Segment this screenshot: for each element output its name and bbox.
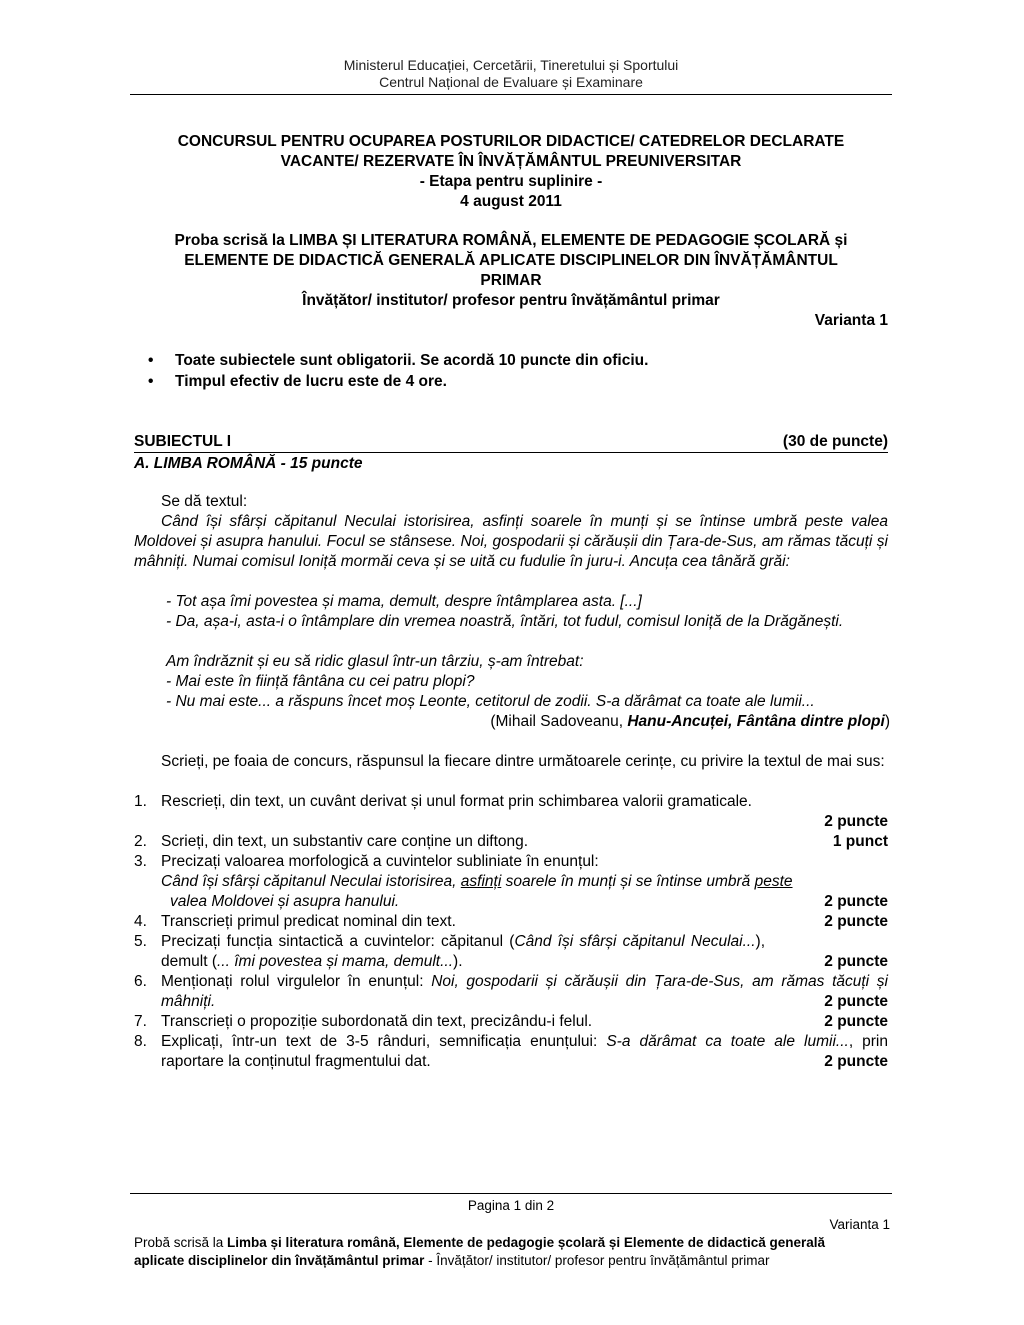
question-8: 8. Explicați, într-un text de 3-5 rânduri, semnificația enunțului: S-a dărâmat ca toate ale lumii..., prin raportare la conținutul fragmentului dat. 2 puncte	[134, 1033, 888, 1070]
subject-heading	[134, 433, 888, 453]
passage-paragraph-5: - Mai este în ființă fântâna cu cei patru plopi?	[166, 673, 475, 690]
question-4: 4. Transcrieți primul predicat nominal din text. 2 puncte	[134, 913, 888, 930]
title-line-3: - Etapa pentru suplinire -	[419, 173, 603, 190]
question-text: Precizați valoarea morfologică a cuvintelor subliniate în enunțul:	[161, 853, 599, 870]
question-text: Transcrieți primul predicat nominal din text.	[161, 913, 456, 930]
question-text: Rescrieți, din text, un cuvânt derivat și unul format prin schimbarea valorii gramaticale.	[161, 793, 752, 810]
bullet-text: Timpul efectiv de lucru este de 4 ore.	[175, 373, 447, 390]
footer-line-1: Probă scrisă la Limba și literatura română, Elemente de pedagogie școlară și Elemente de didactică generală	[134, 1235, 826, 1250]
question-6: 6. Menționați rolul virgulelor în enunțul: Noi, gospodarii și cărăușii din Țara-de-Sus, am rămas tăcuți și mâhniți. 2 puncte	[134, 973, 888, 1010]
passage-paragraph-4: Am îndrăznit și eu să ridic glasul într-un târziu, ș-am întrebat:	[166, 653, 584, 670]
passage-paragraph-3: - Da, așa-i, asta-i o întâmplare din vremea noastră, întări, tot fudul, comisul Ioniță de la Drăgănești.	[166, 613, 844, 630]
header-center: Centrul Național de Evaluare și Examinare	[379, 74, 643, 90]
passage-paragraph-1: Când își sfârși căpitanul Neculai istorisirea, asfinți soarele în munți și se întinse umbră peste valea Moldovei și asupra hanului. Focul se stânsese. Noi, gospodarii și cărăușii din Țara-de-Sus, am rămas tăcuți și mâhniți. Numai comisul Ioniță mormăi ceva și se uită cu fudulie în juru-i. Ancuța cea tânără grăi:	[134, 513, 888, 570]
question-1: 1. Rescrieți, din text, un cuvânt derivat și unul format prin schimbarea valorii gramaticale.	[134, 792, 888, 812]
probe-line-3: PRIMAR	[480, 272, 542, 289]
source-title: Hanu-Ancuței, Fântâna dintre plopi	[627, 713, 885, 730]
question-3-quote: Când își sfârși căpitanul Neculai istorisirea, asfinți soarele în munți și se întinse umbră peste	[161, 873, 793, 890]
bullet-text: Toate subiectele sunt obligatorii. Se acordă 10 puncte din oficiu.	[175, 352, 649, 369]
question-points: 2 puncte	[824, 993, 888, 1010]
question-points: 2 puncte	[824, 913, 888, 930]
question-points: 2 puncte	[824, 1013, 888, 1030]
passage-source: (Mihail Sadoveanu, Hanu-Ancuței, Fântâna dintre plopi)	[490, 713, 890, 730]
question-1-points-row	[134, 812, 888, 832]
bullet-icon: •	[148, 373, 154, 390]
question-text: Scrieți, din text, un substantiv care conține un diftong.	[161, 833, 529, 850]
question-3: 3. Precizați valoarea morfologică a cuvintelor subliniate în enunțul: Când își sfârși căpitanul Neculai istorisirea, asfinți soarele în munți și se întinse umbră peste valea Moldovei și asupra hanului. 2 puncte	[134, 853, 888, 910]
header-ministry: Ministerul Educației, Cercetării, Tineretului și Sportului	[343, 57, 679, 73]
bullet-item	[148, 373, 447, 391]
title-line-1: CONCURSUL PENTRU OCUPAREA POSTURILOR DIDACTICE/ CATEDRELOR DECLARATE	[177, 133, 845, 150]
question-7: 7. Transcrieți o propoziție subordonată din text, precizându-i felul. 2 puncte	[134, 1013, 888, 1030]
footer-rule	[130, 1193, 892, 1194]
instructions-text: Scrieți, pe foaia de concurs, răspunsul la fiecare dintre următoarele cerințe, cu privire la textul de mai sus:	[161, 753, 885, 770]
probe-line-1: Proba scrisă la LIMBA ȘI LITERATURA ROMÂNĂ, ELEMENTE DE PEDAGOGIE ȘCOLARĂ și	[174, 232, 848, 249]
question-3-quote-cont: valea Moldovei și asupra hanului.	[170, 893, 400, 910]
footer-varianta: Varianta 1	[829, 1217, 890, 1232]
passage-paragraph-2: - Tot așa îmi povestea și mama, demult, despre întâmplarea asta. [...]	[166, 593, 642, 610]
bullet-item	[148, 352, 649, 370]
varianta-label: Varianta 1	[814, 312, 888, 329]
probe-line-4: Învățător/ institutor/ profesor pentru învățământul primar	[302, 292, 720, 309]
footer-line-2: aplicate disciplinelor din învățământul primar - Învățător/ institutor/ profesor pentru învățământul primar	[134, 1253, 770, 1268]
page-number: Pagina 1 din 2	[467, 1198, 555, 1213]
question-points: 2 puncte	[824, 893, 888, 910]
question-text: Explicați, într-un text de 3-5 rânduri, semnificația enunțului: S-a dărâmat ca toate ale lumii..., prin raportare la conținutul fragmentului dat.	[161, 1033, 888, 1070]
question-points: 2 puncte	[824, 1053, 888, 1070]
header-rule	[130, 94, 892, 95]
passage-paragraph-6: - Nu mai este... a răspuns încet moș Leonte, cetitorul de zodii. S-a dărâmat ca toate ale lumii...	[166, 693, 815, 710]
question-points: 2 puncte	[824, 813, 888, 830]
question-text: Transcrieți o propoziție subordonată din text, precizându-i felul.	[161, 1013, 593, 1030]
title-date: 4 august 2011	[460, 193, 562, 210]
question-text: Menționați rolul virgulelor în enunțul: Noi, gospodarii și cărăușii din Țara-de-Sus, am rămas tăcuți și mâhniți.	[161, 973, 888, 1010]
section-a-heading: A. LIMBA ROMÂNĂ - 15 puncte	[134, 455, 363, 472]
question-points: 2 puncte	[824, 953, 888, 970]
question-text: Precizați funcția sintactică a cuvintelor: căpitanul (Când își sfârși căpitanul Neculai...), demult (... îmi povestea și mama, demult...).	[161, 933, 766, 970]
intro-text: Se dă textul:	[161, 493, 248, 510]
question-5: 5. Precizați funcția sintactică a cuvintelor: căpitanul (Când își sfârși căpitanul Neculai...), demult (... îmi povestea și mama, demult...). 2 puncte	[134, 933, 888, 970]
question-2: 2. Scrieți, din text, un substantiv care conține un diftong. 1 punct	[134, 833, 888, 850]
bullet-icon: •	[148, 352, 154, 369]
title-line-2: VACANTE/ REZERVATE ÎN ÎNVĂȚĂMÂNTUL PREUNIVERSITAR	[280, 153, 742, 170]
subject-label: SUBIECTUL I	[134, 433, 232, 450]
probe-line-2: ELEMENTE DE DIDACTICĂ GENERALĂ APLICATE DISCIPLINELOR DIN ÎNVĂȚĂMÂNTUL	[184, 252, 838, 269]
subject-points: (30 de puncte)	[782, 433, 888, 450]
question-points: 1 punct	[832, 833, 888, 850]
